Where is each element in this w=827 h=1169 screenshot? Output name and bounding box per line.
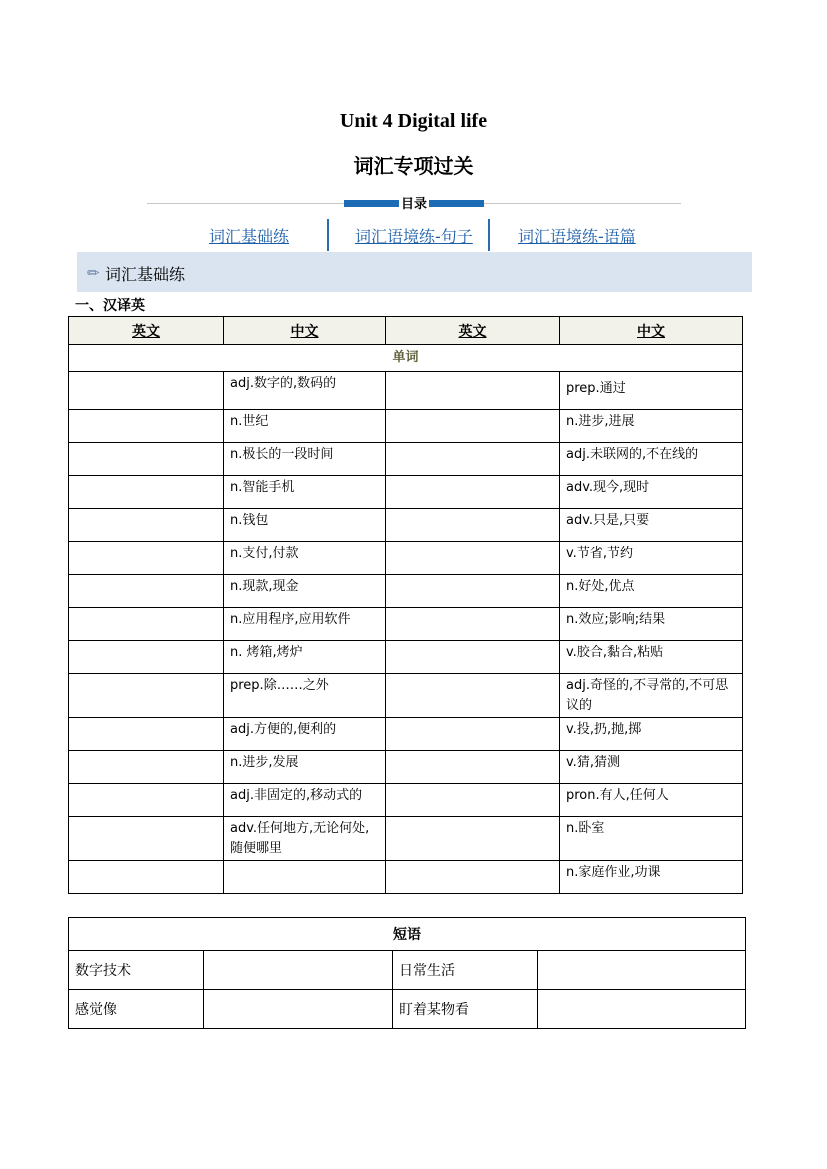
section-subtitle: 一、汉译英 xyxy=(75,298,145,314)
chinese-cell: v.投,扔,抛,掷 xyxy=(560,718,743,751)
chinese-cell: adv.只是,只要 xyxy=(560,509,743,542)
chinese-cell: n.钱包 xyxy=(224,509,386,542)
answer-cell[interactable] xyxy=(386,751,560,784)
table-row xyxy=(69,509,743,542)
answer-cell[interactable] xyxy=(204,951,393,990)
toc-label: 目录 xyxy=(399,193,429,212)
answer-cell[interactable] xyxy=(69,608,224,641)
table-row xyxy=(69,542,743,575)
chinese-cell: prep.通过 xyxy=(560,372,743,410)
chinese-cell: n.现款,现金 xyxy=(224,575,386,608)
phrase-cell: 数字技术 xyxy=(69,951,204,990)
chinese-cell: n.好处,优点 xyxy=(560,575,743,608)
chinese-cell: n.家庭作业,功课 xyxy=(560,861,743,894)
header-chinese: 中文 xyxy=(224,317,386,345)
answer-cell[interactable] xyxy=(69,575,224,608)
answer-cell[interactable] xyxy=(69,641,224,674)
table-row xyxy=(69,608,743,641)
section-header xyxy=(77,252,752,292)
table-row xyxy=(69,718,743,751)
answer-cell[interactable] xyxy=(386,443,560,476)
chinese-cell: n.卧室 xyxy=(560,817,743,861)
chinese-cell: pron.有人,任何人 xyxy=(560,784,743,817)
table-row xyxy=(69,372,743,410)
phrase-cell: 感觉像 xyxy=(69,990,204,1029)
toc-link-basic[interactable]: 词汇基础练 xyxy=(209,227,290,246)
chinese-cell: n.极长的一段时间 xyxy=(224,443,386,476)
answer-cell[interactable] xyxy=(386,718,560,751)
answer-cell[interactable] xyxy=(69,817,224,861)
chinese-cell xyxy=(224,861,386,894)
table-row xyxy=(69,641,743,674)
group-label-phrases: 短语 xyxy=(69,918,746,951)
table-row xyxy=(69,443,743,476)
chinese-cell: adj.未联网的,不在线的 xyxy=(560,443,743,476)
answer-cell[interactable] xyxy=(386,575,560,608)
chinese-cell: adv.现今,现时 xyxy=(560,476,743,509)
table-row xyxy=(69,476,743,509)
chinese-cell: n.智能手机 xyxy=(224,476,386,509)
table-row xyxy=(69,951,746,990)
section-title: 词汇基础练 xyxy=(105,265,186,284)
answer-cell[interactable] xyxy=(204,990,393,1029)
table-header-row xyxy=(69,317,743,345)
table-row xyxy=(69,817,743,861)
chinese-cell: n.世纪 xyxy=(224,410,386,443)
header-chinese: 中文 xyxy=(560,317,743,345)
answer-cell[interactable] xyxy=(386,372,560,410)
table-row xyxy=(69,990,746,1029)
document-subtitle: 词汇专项过关 xyxy=(353,154,474,178)
answer-cell[interactable] xyxy=(69,509,224,542)
chinese-cell: n.进步,进展 xyxy=(560,410,743,443)
chinese-cell: adv.任何地方,无论何处,随便哪里 xyxy=(224,817,386,861)
table-row xyxy=(69,784,743,817)
toc-separator xyxy=(488,219,490,251)
answer-cell[interactable] xyxy=(386,817,560,861)
group-label-words: 单词 xyxy=(69,345,743,372)
answer-cell[interactable] xyxy=(69,674,224,718)
vocab-table xyxy=(68,316,743,894)
document-title: Unit 4 Digital life xyxy=(339,110,488,132)
answer-cell[interactable] xyxy=(386,784,560,817)
phrase-cell: 盯着某物看 xyxy=(393,990,538,1029)
answer-cell[interactable] xyxy=(69,542,224,575)
answer-cell[interactable] xyxy=(386,641,560,674)
answer-cell[interactable] xyxy=(69,372,224,410)
answer-cell[interactable] xyxy=(386,509,560,542)
chinese-cell: n.进步,发展 xyxy=(224,751,386,784)
answer-cell[interactable] xyxy=(69,718,224,751)
chinese-cell: adj.方便的,便利的 xyxy=(224,718,386,751)
table-row xyxy=(69,674,743,718)
toc-separator xyxy=(327,219,329,251)
answer-cell[interactable] xyxy=(69,443,224,476)
answer-cell[interactable] xyxy=(386,542,560,575)
chinese-cell: v.胶合,黏合,粘贴 xyxy=(560,641,743,674)
header-english: 英文 xyxy=(386,317,560,345)
chinese-cell: adj.奇怪的,不寻常的,不可思议的 xyxy=(560,674,743,718)
chinese-cell: n. 烤箱,烤炉 xyxy=(224,641,386,674)
chinese-cell: n.支付,付款 xyxy=(224,542,386,575)
toc-bar-right xyxy=(428,200,484,207)
pencil-icon: ✏ xyxy=(87,264,100,282)
answer-cell[interactable] xyxy=(69,861,224,894)
header-english: 英文 xyxy=(69,317,224,345)
answer-cell[interactable] xyxy=(386,861,560,894)
answer-cell[interactable] xyxy=(69,476,224,509)
chinese-cell: v.猜,猜测 xyxy=(560,751,743,784)
toc-link-sentence[interactable]: 词汇语境练-句子 xyxy=(355,227,473,246)
phrase-cell: 日常生活 xyxy=(393,951,538,990)
chinese-cell: n.应用程序,应用软件 xyxy=(224,608,386,641)
answer-cell[interactable] xyxy=(386,674,560,718)
toc-link-passage[interactable]: 词汇语境练-语篇 xyxy=(518,227,636,246)
answer-cell[interactable] xyxy=(69,410,224,443)
chinese-cell: adj.数字的,数码的 xyxy=(224,372,386,410)
chinese-cell: n.效应;影响;结果 xyxy=(560,608,743,641)
toc-bar-left xyxy=(344,200,400,207)
answer-cell[interactable] xyxy=(386,608,560,641)
table-row xyxy=(69,751,743,784)
table-row xyxy=(69,410,743,443)
answer-cell[interactable] xyxy=(538,990,746,1029)
table-row xyxy=(69,575,743,608)
answer-cell[interactable] xyxy=(538,951,746,990)
answer-cell[interactable] xyxy=(69,784,224,817)
chinese-cell: prep.除……之外 xyxy=(224,674,386,718)
answer-cell[interactable] xyxy=(386,476,560,509)
chinese-cell: adj.非固定的,移动式的 xyxy=(224,784,386,817)
table-row xyxy=(69,861,743,894)
chinese-cell: v.节省,节约 xyxy=(560,542,743,575)
answer-cell[interactable] xyxy=(69,751,224,784)
phrase-table xyxy=(68,917,746,1029)
answer-cell[interactable] xyxy=(386,410,560,443)
